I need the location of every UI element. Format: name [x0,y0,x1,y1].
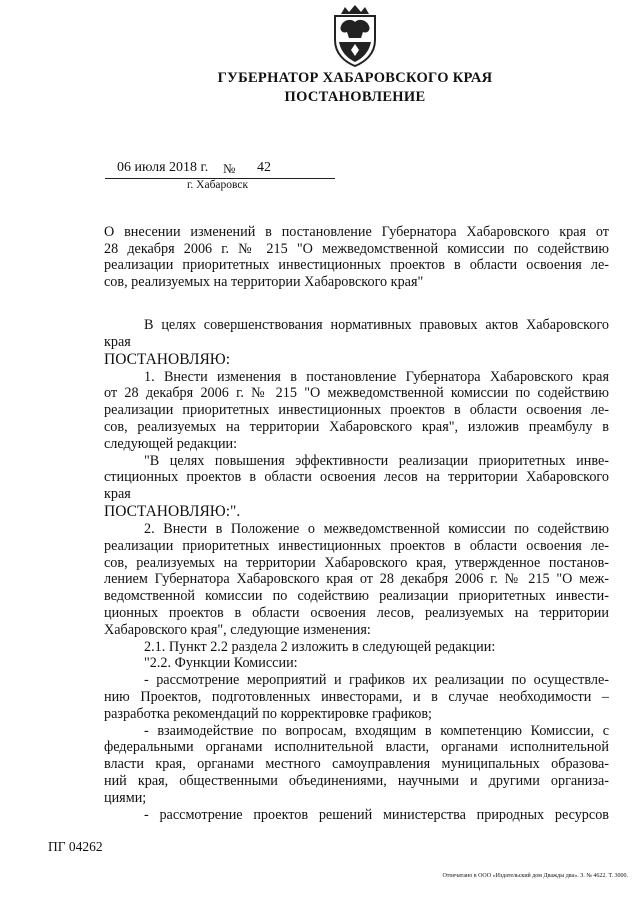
document-body [104,317,609,823]
body-line: реализации приоритетных инвестиционных проектов в области освоения ле- [104,537,609,554]
body-line: сов, реализуемых на территории Хабаровского края", изложив преамбулу в [104,418,609,435]
body-line: лением Губернатора Хабаровского края от 28 декабря 2006 г. № 215 "О меж- [104,571,609,588]
body-line: реализации приоритетных инвестиционных проектов в области освоения ле- [104,402,609,419]
body-line: края [104,486,131,503]
body-line: края [104,333,131,350]
body-line: - рассмотрение проектов решений министерства природных ресурсов [144,806,609,823]
city: г. Хабаровск [187,179,249,191]
document-subject [104,224,609,290]
body-line: разработка рекомендаций по корректировке графиков; [104,705,432,722]
body-line: "2.2. Функции Комиссии: [144,655,298,672]
document-number: 42 [257,160,271,175]
document-type: ПОСТАНОВЛЕНИЕ [284,89,426,105]
date-number-line [105,160,335,179]
coat-of-arms-icon [329,4,381,68]
body-line: 1. Внести изменения в постановление Губернатора Хабаровского края [144,368,609,385]
body-line: ционных проектов в области освоения лесов, реализуемых на территории [104,604,609,621]
number-sign: № [223,161,236,176]
body-line: федеральными органами исполнительной власти, органами исполнительной [104,739,609,756]
body-line: ний края, общественными объединениями, научными и другими организа- [104,772,609,789]
body-line: "В целях повышения эффективности реализации приоритетных инве- [144,452,609,469]
body-line: власти края, органами местного самоуправления муниципальных образова- [104,756,609,773]
body-line: ведомственной комиссии по содействию реализации приоритетных инвести- [104,588,609,605]
subject-line: сов, реализуемых на территории Хабаровского края" [104,273,424,290]
printer-imprint: Отпечатано в ООО «Издательский дом Дважды два». З. № 4622. Т. 3000. [442,873,628,879]
subject-line: 28 декабря 2006 г. № 215 "О межведомственной комиссии по содействию [104,240,609,257]
body-line: Хабаровского края", следующие изменения: [104,621,371,638]
body-line: В целях совершенствования нормативных правовых актов Хабаровского [144,317,609,333]
body-line: сов, реализуемых на территории Хабаровского края, утвержденное постанов- [104,554,609,571]
body-line: от 28 декабря 2006 г. № 215 "О межведомственной комиссии по содействию [104,385,609,402]
body-line: ПОСТАНОВЛЯЮ:". [104,502,241,520]
subject-line: реализации приоритетных инвестиционных проектов в области освоения ле- [104,257,609,273]
issuer-title: ГУБЕРНАТОР ХАБАРОВСКОГО КРАЯ [217,70,493,86]
body-line: нию Проектов, подготовленных инвесторами, и в случае необходимости – [104,688,609,705]
body-line: 2.1. Пункт 2.2 раздела 2 изложить в следующей редакции: [144,638,496,655]
body-line: циями; [104,789,147,806]
body-line: стиционных проектов в области освоения лесов на территории Хабаровского [104,469,609,486]
body-line: - рассмотрение мероприятий и графиков их реализации по осуществле- [144,672,609,689]
body-line: ПОСТАНОВЛЯЮ: [104,350,231,368]
form-code: ПГ 04262 [48,839,103,854]
body-line: - взаимодействие по вопросам, входящим в компетенцию Комиссии, с [144,722,609,739]
document-date: 06 июля 2018 г. [117,160,209,175]
body-line: 2. Внести в Положение о межведомственной комиссии по содействию [144,520,609,537]
body-line: следующей редакции: [104,435,238,452]
subject-line: О внесении изменений в постановление Губернатора Хабаровского края от [104,224,609,240]
